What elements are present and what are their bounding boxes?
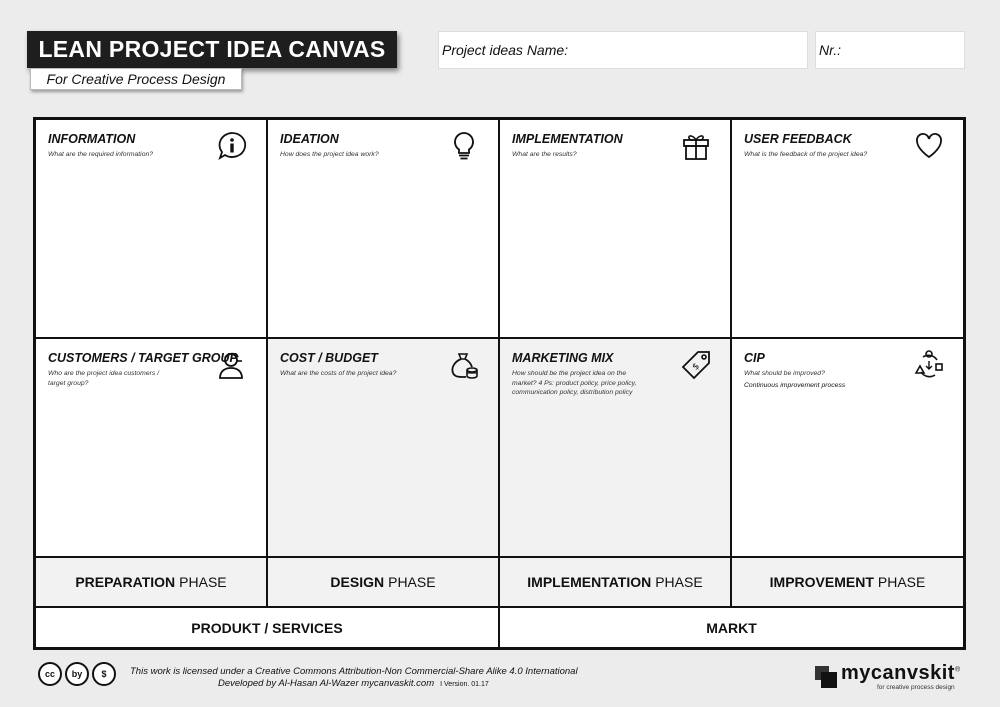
phase-improvement xyxy=(732,558,963,608)
money-bag-icon xyxy=(448,349,480,381)
block-description-secondary: Continuous improvement process xyxy=(744,382,846,389)
section-markt: MARKT xyxy=(500,608,963,647)
block-description: What are the results? xyxy=(512,151,577,158)
block-description: What are the costs of the project idea? xyxy=(280,370,397,377)
block-customers[interactable] xyxy=(36,339,268,558)
non-commercial-icon: $ xyxy=(92,662,116,686)
block-title: MARKETING MIX xyxy=(512,351,614,365)
canvas-grid xyxy=(33,117,966,650)
lightbulb-icon xyxy=(448,130,480,162)
block-ideation[interactable] xyxy=(268,120,500,339)
canvas-title: LEAN PROJECT IDEA CANVAS xyxy=(27,31,397,68)
block-title: COST / BUDGET xyxy=(280,351,378,365)
phase-name: PREPARATION xyxy=(75,574,176,590)
block-title: USER FEEDBACK xyxy=(744,132,852,146)
block-title: IDEATION xyxy=(280,132,339,146)
block-cost-budget[interactable] xyxy=(268,339,500,558)
phase-implementation xyxy=(500,558,732,608)
block-title: CIP xyxy=(744,351,765,365)
brand-name: mycanvskit xyxy=(841,662,955,684)
block-user-feedback[interactable] xyxy=(732,120,963,339)
phase-preparation xyxy=(36,558,268,608)
gift-icon xyxy=(680,130,712,162)
block-implementation[interactable] xyxy=(500,120,732,339)
project-name-label: Project ideas Name: xyxy=(442,42,569,58)
phase-name: IMPLEMENTATION xyxy=(527,574,652,590)
cycle-icon xyxy=(913,349,945,381)
registered-mark: ® xyxy=(954,666,961,674)
project-number-field[interactable] xyxy=(815,31,965,69)
user-icon xyxy=(216,349,248,381)
license-line: This work is licensed under a Creative Commons Attribution-Non Commercial-Share Alike 4.0 International xyxy=(130,666,578,677)
creative-commons-icons xyxy=(38,662,116,686)
block-title: IMPLEMENTATION xyxy=(512,132,623,146)
section-produkt-services: PRODUKT / SERVICES xyxy=(36,608,500,647)
price-tag-icon xyxy=(680,349,712,381)
block-marketing-mix[interactable] xyxy=(500,339,732,558)
developer-line: Developed by Al-Hasan Al-Wazer mycanvaskit.com xyxy=(218,678,435,689)
phase-suffix: PHASE xyxy=(388,574,436,590)
block-description: How should be the project idea on the market? 4 Ps: product policy, price policy, communication policy, distribution policy xyxy=(512,370,637,396)
phase-name: IMPROVEMENT xyxy=(769,574,874,590)
block-description: What is the feedback of the project idea? xyxy=(744,151,868,158)
block-description: What are the required information? xyxy=(48,151,154,158)
block-description: How does the project idea work? xyxy=(280,151,379,158)
phase-suffix: PHASE xyxy=(179,574,227,590)
project-number-label: Nr.: xyxy=(819,42,842,58)
phase-design xyxy=(268,558,500,608)
project-name-field[interactable] xyxy=(438,31,808,69)
brand-tagline: for creative process design xyxy=(877,684,955,691)
version-label: I Version. 01.17 xyxy=(440,681,489,688)
block-title: CUSTOMERS / TARGET GROUP xyxy=(48,351,238,365)
svg-text:$: $ xyxy=(690,361,702,373)
phase-suffix: PHASE xyxy=(655,574,703,590)
phase-suffix: PHASE xyxy=(877,574,926,590)
block-cip[interactable] xyxy=(732,339,963,558)
block-information[interactable] xyxy=(36,120,268,339)
block-description: What should be improved? xyxy=(744,370,825,377)
attribution-icon: by xyxy=(65,662,89,686)
canvas-subtitle: For Creative Process Design xyxy=(30,68,242,90)
block-title: INFORMATION xyxy=(48,132,136,146)
license-text xyxy=(130,666,578,691)
information-icon xyxy=(216,130,248,162)
brand-mark-icon xyxy=(815,666,837,688)
cc-icon: cc xyxy=(38,662,62,686)
heart-icon xyxy=(913,130,945,162)
phase-name: DESIGN xyxy=(330,574,385,590)
block-description: Who are the project idea customers / target group? xyxy=(48,370,160,387)
